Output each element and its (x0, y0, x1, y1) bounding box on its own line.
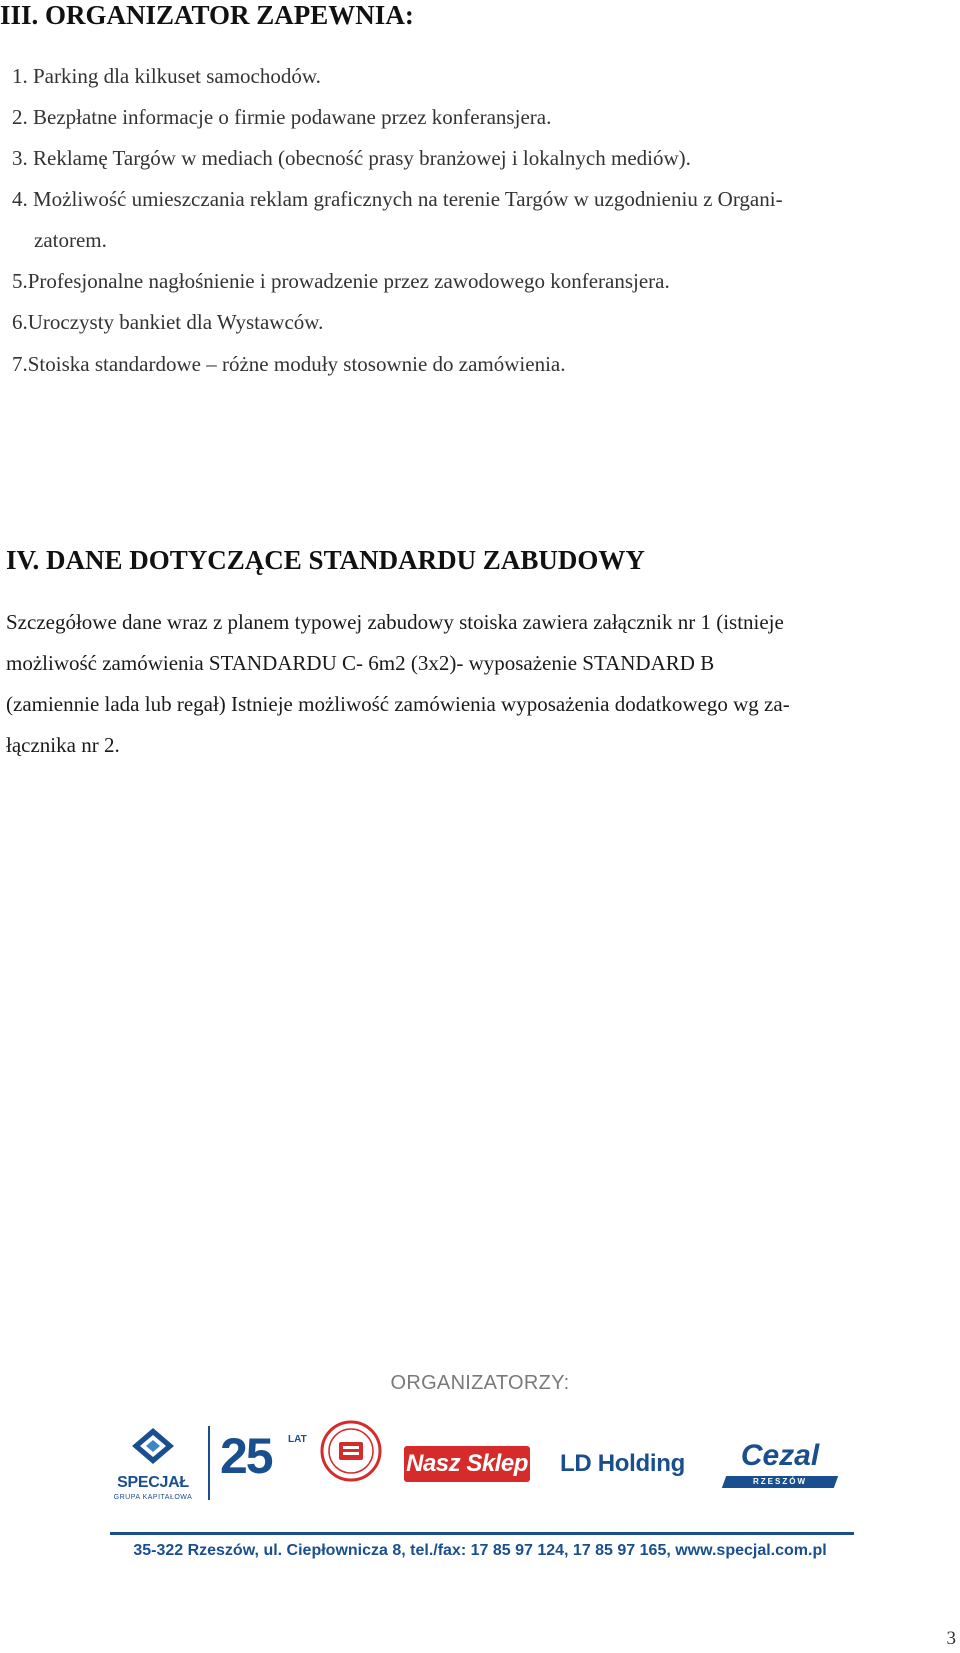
organizers-title: ORGANIZATORZY: (390, 1372, 570, 1394)
list-item: 3. Reklamę Targów w mediach (obecność prasy branżowej i lokalnych mediów). (12, 146, 691, 170)
nasz-sklep-logo: Nasz Sklep (404, 1446, 530, 1482)
list-item: 6.Uroczysty bankiet dla Wystawców. (12, 310, 324, 334)
cezal-wordmark: Cezal (740, 1439, 820, 1472)
list-item-continuation: zatorem. (34, 228, 107, 252)
logo-divider (208, 1426, 210, 1500)
page-number: 3 (946, 1628, 956, 1649)
specjal-logo (108, 1426, 198, 1506)
specjal-wordmark: SPECJAŁ (117, 1474, 189, 1491)
list-item: 2. Bezpłatne informacje o firmie podawane przez konferansjera. (12, 105, 552, 129)
section-3-heading: III. ORGANIZATOR ZAPEWNIA: (0, 0, 414, 30)
list-item: 1. Parking dla kilkuset samochodów. (12, 64, 321, 88)
list-item: 7.Stoiska standardowe – różne moduły stosownie do zamówienia. (12, 352, 566, 376)
section-4-heading: IV. DANE DOTYCZĄCE STANDARDU ZABUDOWY (6, 545, 645, 575)
footer-divider (110, 1532, 854, 1535)
anniversary-logo (220, 1430, 310, 1490)
paragraph-line: możliwość zamówienia STANDARDU C- 6m2 (3x2)- wyposażenie STANDARD B (6, 651, 715, 675)
pgk-logo (320, 1420, 382, 1482)
organizers-logos (108, 1424, 858, 1512)
paragraph-line: (zamiennie lada lub regał) Istnieje możliwość zamówienia wyposażenia dodatkowego wg za- (6, 692, 790, 716)
ld-holding-logo: LD Holding (560, 1450, 685, 1477)
specjal-emblem-icon (130, 1426, 176, 1472)
anniversary-number: 25 (220, 1428, 272, 1484)
paragraph-line: Szczegółowe dane wraz z planem typowej zabudowy stoiska zawiera załącznik nr 1 (istnieje (6, 610, 784, 634)
list-item: 5.Profesjonalne nagłośnienie i prowadzenie przez zawodowego konferansjera. (12, 269, 670, 293)
pgk-seal-icon (320, 1420, 382, 1482)
footer-address: 35-322 Rzeszów, ul. Ciepłownicza 8, tel./fax: 17 85 97 124, 17 85 97 165, www.specjal.com.pl (133, 1542, 827, 1559)
cezal-subtitle: RZESZÓW (753, 1477, 807, 1486)
specjal-subtitle: GRUPA KAPITAŁOWA (113, 1494, 193, 1501)
paragraph-line: łącznika nr 2. (6, 733, 120, 757)
cezal-logo (720, 1439, 840, 1490)
list-item: 4. Możliwość umieszczania reklam graficznych na terenie Targów w uzgodnieniu z Organi- (12, 187, 783, 211)
anniversary-label: LAT (288, 1434, 307, 1445)
